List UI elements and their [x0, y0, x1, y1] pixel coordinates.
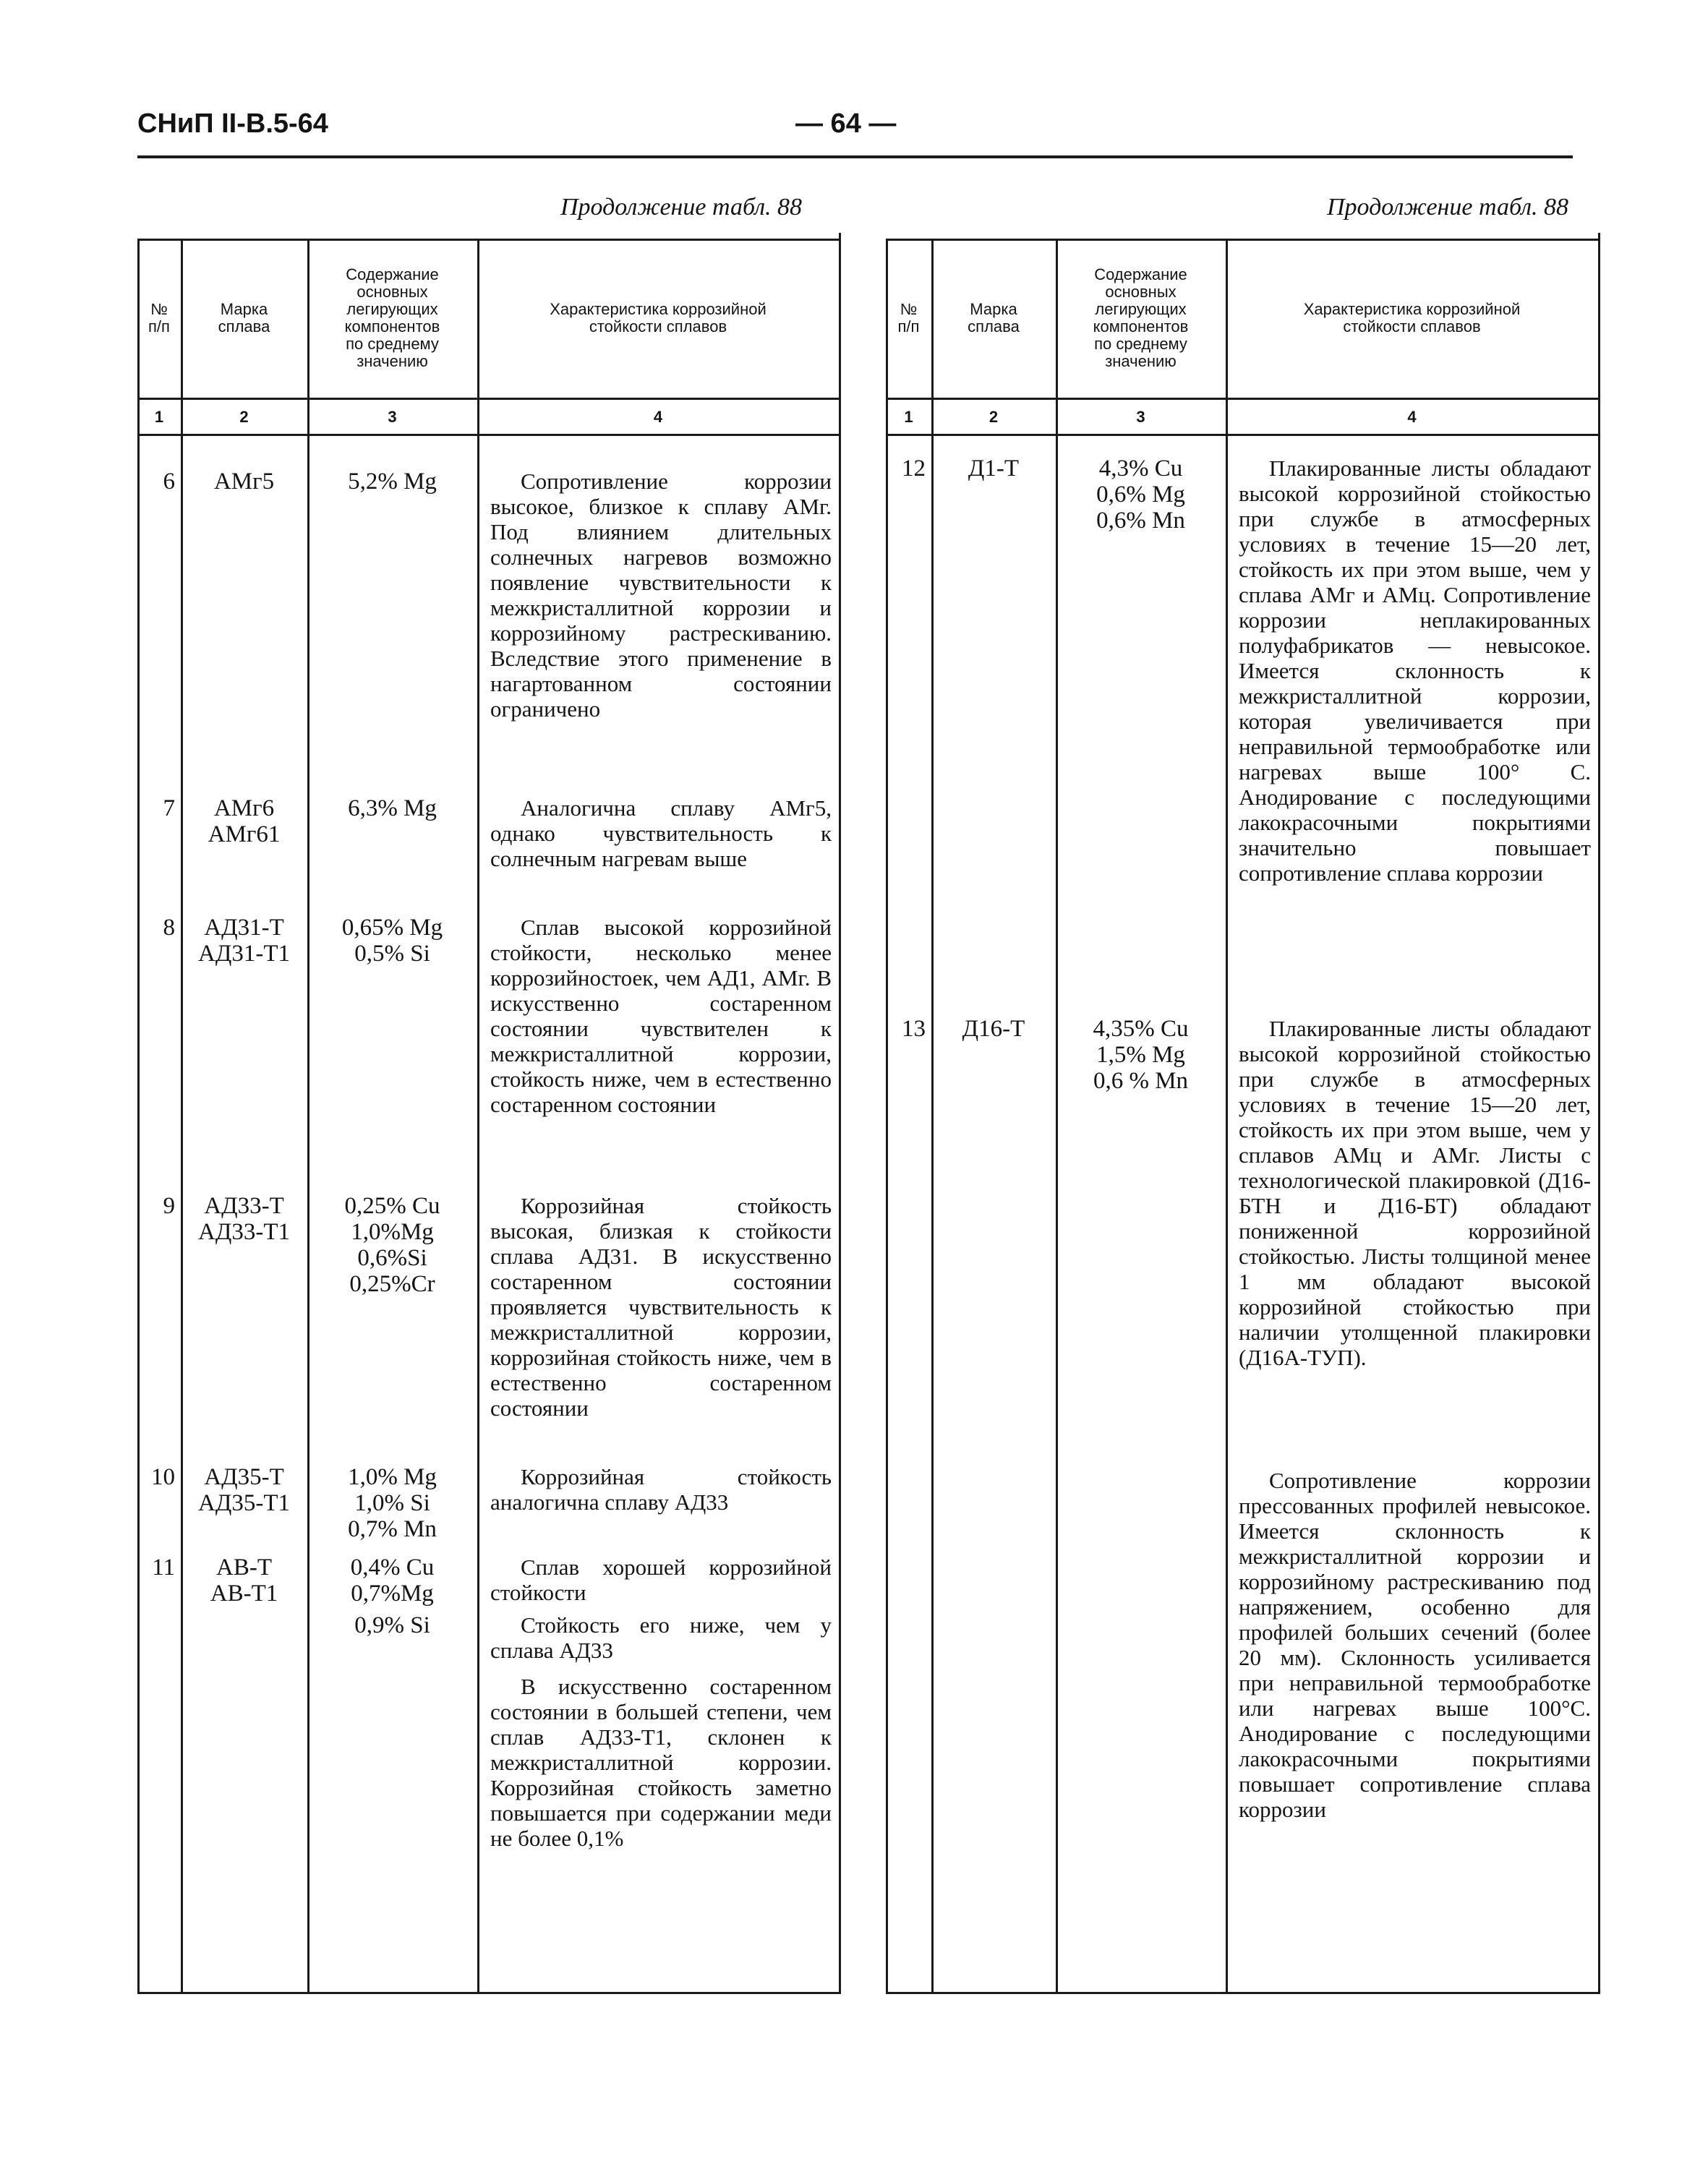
left-alloy-content: 0,4% Cu 0,7%Mg [350, 1554, 435, 1607]
left-alloy-content: 0,9% Si [354, 1612, 430, 1638]
header-rule [137, 155, 1573, 158]
left-vline-outer-left [137, 239, 140, 1992]
left-colnum-3: 3 [388, 408, 397, 426]
right-hline-header-bottom [886, 398, 1600, 400]
left-colnum-2: 2 [239, 408, 249, 426]
right-vline-outer-left [886, 239, 888, 1992]
right-alloy-grade: Д16-Т [962, 1016, 1025, 1042]
left-alloy-content: 5,2% Mg [348, 469, 437, 495]
left-alloy-grade: АД33-Т АД33-Т1 [198, 1193, 290, 1245]
left-vline-col3 [477, 239, 479, 1992]
right-alloy-content: 4,35% Cu 1,5% Mg 0,6 % Mn [1093, 1016, 1189, 1094]
left-alloy-grade: АД35-Т АД35-Т1 [198, 1464, 290, 1516]
left-row-number: 10 [151, 1464, 175, 1490]
left-alloy-grade: АВ-Т АВ-Т1 [210, 1554, 278, 1607]
right-colnum-1: 1 [904, 408, 913, 426]
right-row-number: 12 [902, 455, 926, 482]
right-header-num: № п/п [897, 300, 920, 335]
left-row-number: 11 [152, 1554, 175, 1581]
continuation-note-right: Продолжение табл. 88 [1327, 194, 1569, 221]
left-hline-bottom [137, 1992, 841, 1994]
left-vline-outer-right [839, 233, 841, 1992]
document-code: СНиП II-В.5-64 [137, 108, 328, 139]
right-vline-col1 [931, 239, 934, 1992]
left-colnum-4: 4 [653, 408, 663, 426]
left-corrosion-description: Аналогична сплаву АМг5, однако чувствительность к солнечным нагревам выше [490, 795, 832, 871]
left-corrosion-description: Коррозийная стойкость аналогична сплаву АД33 [490, 1464, 832, 1515]
right-vline-outer-right [1598, 233, 1600, 1992]
left-row-number: 8 [163, 915, 175, 941]
page-number: — 64 — [795, 108, 897, 139]
left-row-number: 9 [163, 1193, 175, 1219]
left-alloy-content: 0,25% Cu 1,0%Mg 0,6%Si 0,25%Cr [344, 1193, 440, 1297]
left-corrosion-description: В искусственно состаренном состоянии в большей степени, чем сплав АД33-Т1, склонен к межкристаллитной коррозии. Коррозийная стойкость заметно повышается при содержании меди не более 0,1% [490, 1674, 832, 1851]
right-corrosion-description: Сопротивление коррозии прессованных профилей невысокое. Имеется склонность к межкристаллитной коррозии и коррозийному растрескиванию под напряжением, особенно для профилей больших сечений (более 20 мм). Склонность усиливается при неправильной термообработке или нагревах выше 100°С. Анодирование с последующими лакокрасочными покрытиями повышает сопротивление сплава коррозии [1239, 1468, 1591, 1822]
left-corrosion-description: Стойкость его ниже, чем у сплава АД33 [490, 1612, 832, 1663]
left-header-content: Содержание основных легирующих компонентов по среднему значению [344, 265, 440, 370]
left-alloy-grade: АМг5 [213, 469, 275, 495]
right-header-content: Содержание основных легирующих компонентов по среднему значению [1093, 265, 1189, 370]
right-header-char: Характеристика коррозийной стойкости сплавов [1303, 300, 1521, 335]
left-corrosion-description: Сопротивление коррозии высокое, близкое к сплаву АМг. Под влиянием длительных солнечных нагревов возможно появление чувствительности к межкристаллитной коррозии и коррозийному растрескиванию. Вследствие этого применение в нагартованном состоянии ограничено [490, 469, 832, 722]
left-corrosion-description: Сплав хорошей коррозийной стойкости [490, 1554, 832, 1605]
right-corrosion-description: Плакированные листы обладают высокой коррозийной стойкостью при службе в атмосферных условиях в течение 15—20 лет, стойкость их при этом выше, чем у сплавов АМц и АМг. Листы с технологической плакировкой (Д16-БТН и Д16-БТ) обладают пониженной коррозийной стойкостью. Листы толщиной менее 1 мм обладают высокой коррозийной стойкостью при наличии утолщенной плакировки (Д16А-ТУП). [1239, 1016, 1591, 1370]
right-vline-col3 [1226, 239, 1228, 1992]
right-corrosion-description: Плакированные листы обладают высокой коррозийной стойкостью при службе в атмосферных условиях в течение 15—20 лет, стойкость их при этом выше, чем у сплава АМг и АМц. Сопротивление коррозии неплакированных полуфабрикатов — невысокое. Имеется склонность к межкристаллитной коррозии, которая увеличивается при неправильной термообработке или нагревах выше 100° С. Анодирование с последующими лакокрасочными покрытиями значительно повышает сопротивление сплава коррозии [1239, 455, 1591, 886]
left-vline-col2 [307, 239, 309, 1992]
left-alloy-grade: АМг6 АМг61 [208, 795, 281, 847]
left-hline-header-bottom [137, 398, 841, 400]
right-colnum-3: 3 [1136, 408, 1145, 426]
right-hline-top [886, 239, 1600, 241]
continuation-note-left: Продолжение табл. 88 [560, 194, 803, 221]
left-hline-top [137, 239, 841, 241]
right-alloy-content: 4,3% Cu 0,6% Mg 0,6% Mn [1096, 455, 1185, 534]
left-header-char: Характеристика коррозийной стойкости сплавов [550, 300, 767, 335]
left-vline-col1 [181, 239, 183, 1992]
left-row-number: 6 [163, 469, 175, 495]
left-header-num: № п/п [148, 300, 170, 335]
left-alloy-content: 1,0% Mg 1,0% Si 0,7% Mn [348, 1464, 437, 1542]
right-row-number: 13 [902, 1016, 926, 1042]
left-header-grade: Марка сплава [218, 300, 270, 335]
left-corrosion-description: Коррозийная стойкость высокая, близкая к стойкости сплава АД31. В искусственно состаренном состоянии проявляется чувствительность к межкристаллитной коррозии, коррозийная стойкость ниже, чем в естественно состаренном состоянии [490, 1193, 832, 1421]
left-alloy-grade: АД31-Т АД31-Т1 [198, 915, 290, 967]
right-colnum-2: 2 [988, 408, 999, 426]
right-hline-bottom [886, 1992, 1600, 1994]
left-alloy-content: 0,65% Mg 0,5% Si [341, 915, 443, 967]
left-alloy-content: 6,3% Mg [348, 795, 437, 821]
left-corrosion-description: Сплав высокой коррозийной стойкости, несколько менее коррозийностоек, чем АД1, АМг. В искусственно состаренном состоянии чувствителен к межкристаллитной коррозии, стойкость ниже, чем в естественно состаренном состоянии [490, 915, 832, 1117]
right-header-grade: Марка сплава [968, 300, 1020, 335]
right-hline-numbers-bottom [886, 434, 1600, 436]
left-hline-numbers-bottom [137, 434, 841, 436]
left-colnum-1: 1 [154, 408, 164, 426]
right-alloy-grade: Д1-Т [968, 455, 1020, 482]
right-colnum-4: 4 [1407, 408, 1417, 426]
left-row-number: 7 [163, 795, 175, 821]
